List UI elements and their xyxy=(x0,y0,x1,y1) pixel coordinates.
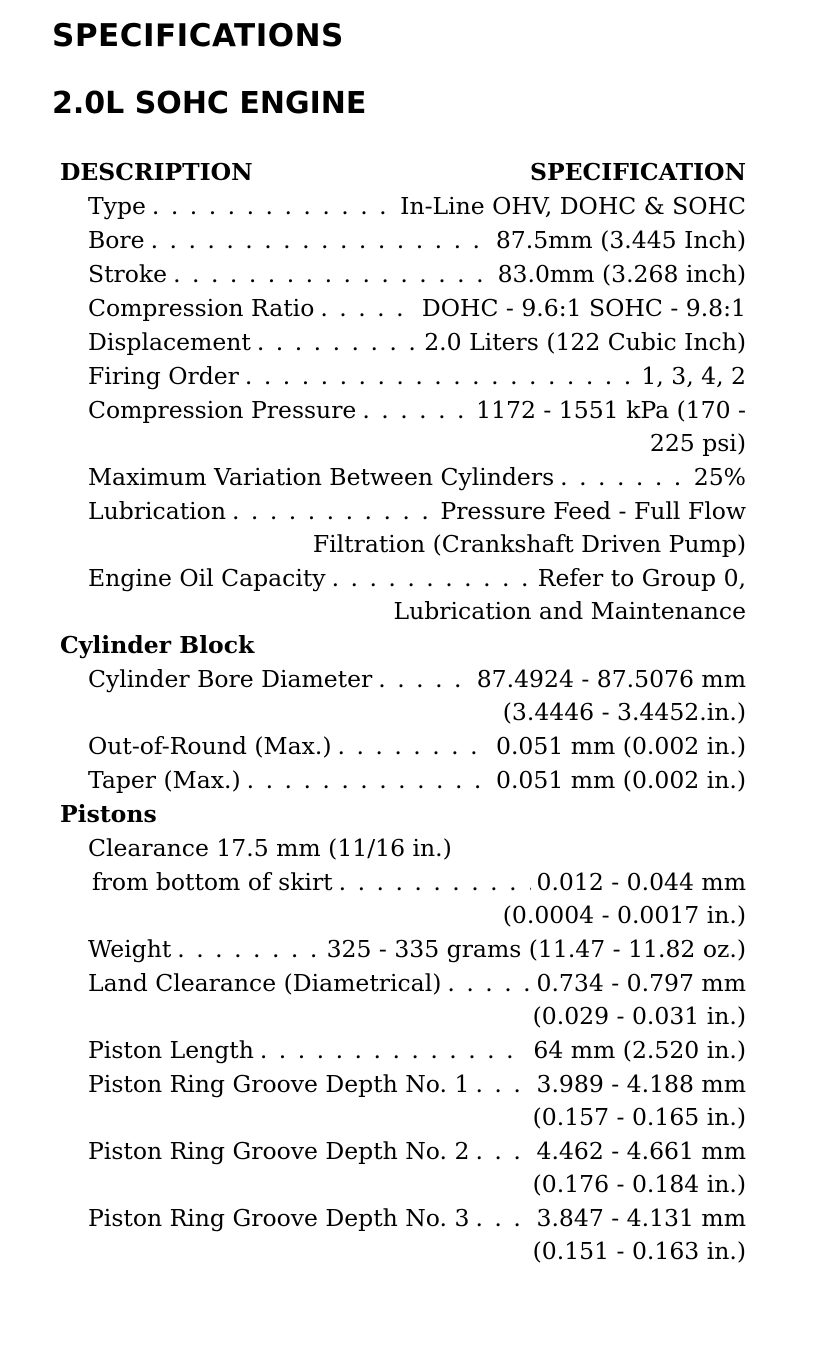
row-label: Weight xyxy=(88,935,172,963)
row-value: 83.0mm (3.268 inch) xyxy=(497,260,746,288)
section-title-cylinder-block: Cylinder Block xyxy=(60,631,255,659)
row-value: Filtration (Crankshaft Driven Pump) xyxy=(312,530,746,558)
row-value: 1172 - 1551 kPa (170 - xyxy=(476,396,746,424)
leader-dots xyxy=(152,189,394,223)
leader-dots xyxy=(475,1201,530,1235)
row-value: 0.734 - 0.797 mm xyxy=(536,969,746,997)
table-row-out-of-round xyxy=(60,729,746,763)
row-value: (0.176 - 0.184 in.) xyxy=(532,1170,746,1198)
leader-dots xyxy=(245,359,635,393)
row-value: 87.4924 - 87.5076 mm xyxy=(476,665,746,693)
table-row-skirt xyxy=(60,865,746,899)
table-row-compression-pressure xyxy=(60,393,746,427)
table-row-continuation xyxy=(60,595,746,628)
row-label: Piston Ring Groove Depth No. 1 xyxy=(88,1070,470,1098)
row-value: Refer to Group 0, xyxy=(537,564,746,592)
spec-table xyxy=(60,155,746,1268)
table-row-max-variation xyxy=(60,460,746,494)
engine-subheading: 2.0L SOHC ENGINE xyxy=(52,86,367,121)
table-row-continuation xyxy=(60,696,746,729)
col-description: DESCRIPTION xyxy=(60,158,253,186)
row-label: Engine Oil Capacity xyxy=(88,564,326,592)
table-row-groove-1 xyxy=(60,1067,746,1101)
leader-dots xyxy=(475,1134,530,1168)
row-value: Lubrication and Maintenance xyxy=(393,597,746,625)
table-row-clearance xyxy=(60,831,746,865)
page-heading: SPECIFICATIONS xyxy=(52,18,344,54)
row-value: 225 psi) xyxy=(649,429,746,457)
leader-dots xyxy=(475,1067,530,1101)
row-label: Taper (Max.) xyxy=(88,766,241,794)
table-row-continuation xyxy=(60,427,746,460)
leader-dots xyxy=(247,763,490,797)
row-value: (0.029 - 0.031 in.) xyxy=(532,1002,746,1030)
table-row-bore-diameter xyxy=(60,662,746,696)
table-row-piston-length xyxy=(60,1033,746,1067)
row-value: (0.0004 - 0.0017 in.) xyxy=(502,901,746,929)
row-value: 25% xyxy=(693,463,746,491)
row-label: Out-of-Round (Max.) xyxy=(88,732,332,760)
row-value: 325 - 335 grams (11.47 - 11.82 oz.) xyxy=(326,935,746,963)
row-value: 2.0 Liters (122 Cubic Inch) xyxy=(424,328,746,356)
table-row-firing-order xyxy=(60,359,746,393)
row-value: 3.847 - 4.131 mm xyxy=(536,1204,746,1232)
table-row-lubrication xyxy=(60,494,746,528)
leader-dots xyxy=(338,729,491,763)
leader-dots xyxy=(447,966,530,1000)
table-row-continuation xyxy=(60,1101,746,1134)
table-row-continuation xyxy=(60,1235,746,1268)
table-row-taper xyxy=(60,763,746,797)
row-label: Piston Ring Groove Depth No. 3 xyxy=(88,1204,470,1232)
leader-dots xyxy=(257,325,418,359)
row-value: 1, 3, 4, 2 xyxy=(641,362,746,390)
row-value: In-Line OHV, DOHC & SOHC xyxy=(400,192,746,220)
row-label: Clearance 17.5 mm (11/16 in.) xyxy=(88,834,452,862)
row-value: DOHC - 9.6:1 SOHC - 9.8:1 xyxy=(421,294,746,322)
row-label: Bore xyxy=(88,226,145,254)
row-value: (0.157 - 0.165 in.) xyxy=(532,1103,746,1131)
row-label: from bottom of skirt xyxy=(92,868,333,896)
table-row-land-clearance xyxy=(60,966,746,1000)
table-row-oil-capacity xyxy=(60,561,746,595)
table-row-weight xyxy=(60,932,746,966)
row-label: Cylinder Bore Diameter xyxy=(88,665,373,693)
row-value: 3.989 - 4.188 mm xyxy=(536,1070,746,1098)
table-row-compression-ratio xyxy=(60,291,746,325)
row-value: (3.4446 - 3.4452.in.) xyxy=(502,698,746,726)
table-row-groove-2 xyxy=(60,1134,746,1168)
row-label: Piston Ring Groove Depth No. 2 xyxy=(88,1137,470,1165)
table-header xyxy=(60,155,746,189)
row-label: Lubrication xyxy=(88,497,226,525)
leader-dots xyxy=(177,932,320,966)
row-label: Firing Order xyxy=(88,362,239,390)
leader-dots xyxy=(320,291,416,325)
table-row-type xyxy=(60,189,746,223)
table-row-continuation xyxy=(60,528,746,561)
row-value: 64 mm (2.520 in.) xyxy=(533,1036,746,1064)
leader-dots xyxy=(378,662,470,696)
row-label: Stroke xyxy=(88,260,168,288)
leader-dots xyxy=(362,393,470,427)
table-row-displacement xyxy=(60,325,746,359)
leader-dots xyxy=(173,257,492,291)
row-value: (0.151 - 0.163 in.) xyxy=(532,1237,746,1265)
table-row-continuation xyxy=(60,1000,746,1033)
row-value: 4.462 - 4.661 mm xyxy=(536,1137,746,1165)
row-label: Maximum Variation Between Cylinders xyxy=(88,463,555,491)
row-value: 0.012 - 0.044 mm xyxy=(536,868,746,896)
table-row-stroke xyxy=(60,257,746,291)
row-value: 87.5mm (3.445 Inch) xyxy=(495,226,746,254)
row-value: 0.051 mm (0.002 in.) xyxy=(496,732,746,760)
table-row-bore xyxy=(60,223,746,257)
table-row-groove-3 xyxy=(60,1201,746,1235)
leader-dots xyxy=(232,494,434,528)
row-value: Pressure Feed - Full Flow xyxy=(440,497,746,525)
row-label: Type xyxy=(88,192,146,220)
row-label: Displacement xyxy=(88,328,251,356)
row-label: Compression Ratio xyxy=(88,294,315,322)
row-value: 0.051 mm (0.002 in.) xyxy=(496,766,746,794)
section-title-pistons: Pistons xyxy=(60,800,157,828)
leader-dots xyxy=(339,865,531,899)
leader-dots xyxy=(151,223,490,257)
col-specification: SPECIFICATION xyxy=(529,158,746,186)
leader-dots xyxy=(560,460,688,494)
row-label: Piston Length xyxy=(88,1036,254,1064)
row-label: Land Clearance (Diametrical) xyxy=(88,969,442,997)
table-row-continuation xyxy=(60,899,746,932)
row-label: Compression Pressure xyxy=(88,396,357,424)
leader-dots xyxy=(332,561,532,595)
table-row-continuation xyxy=(60,1168,746,1201)
leader-dots xyxy=(260,1033,528,1067)
